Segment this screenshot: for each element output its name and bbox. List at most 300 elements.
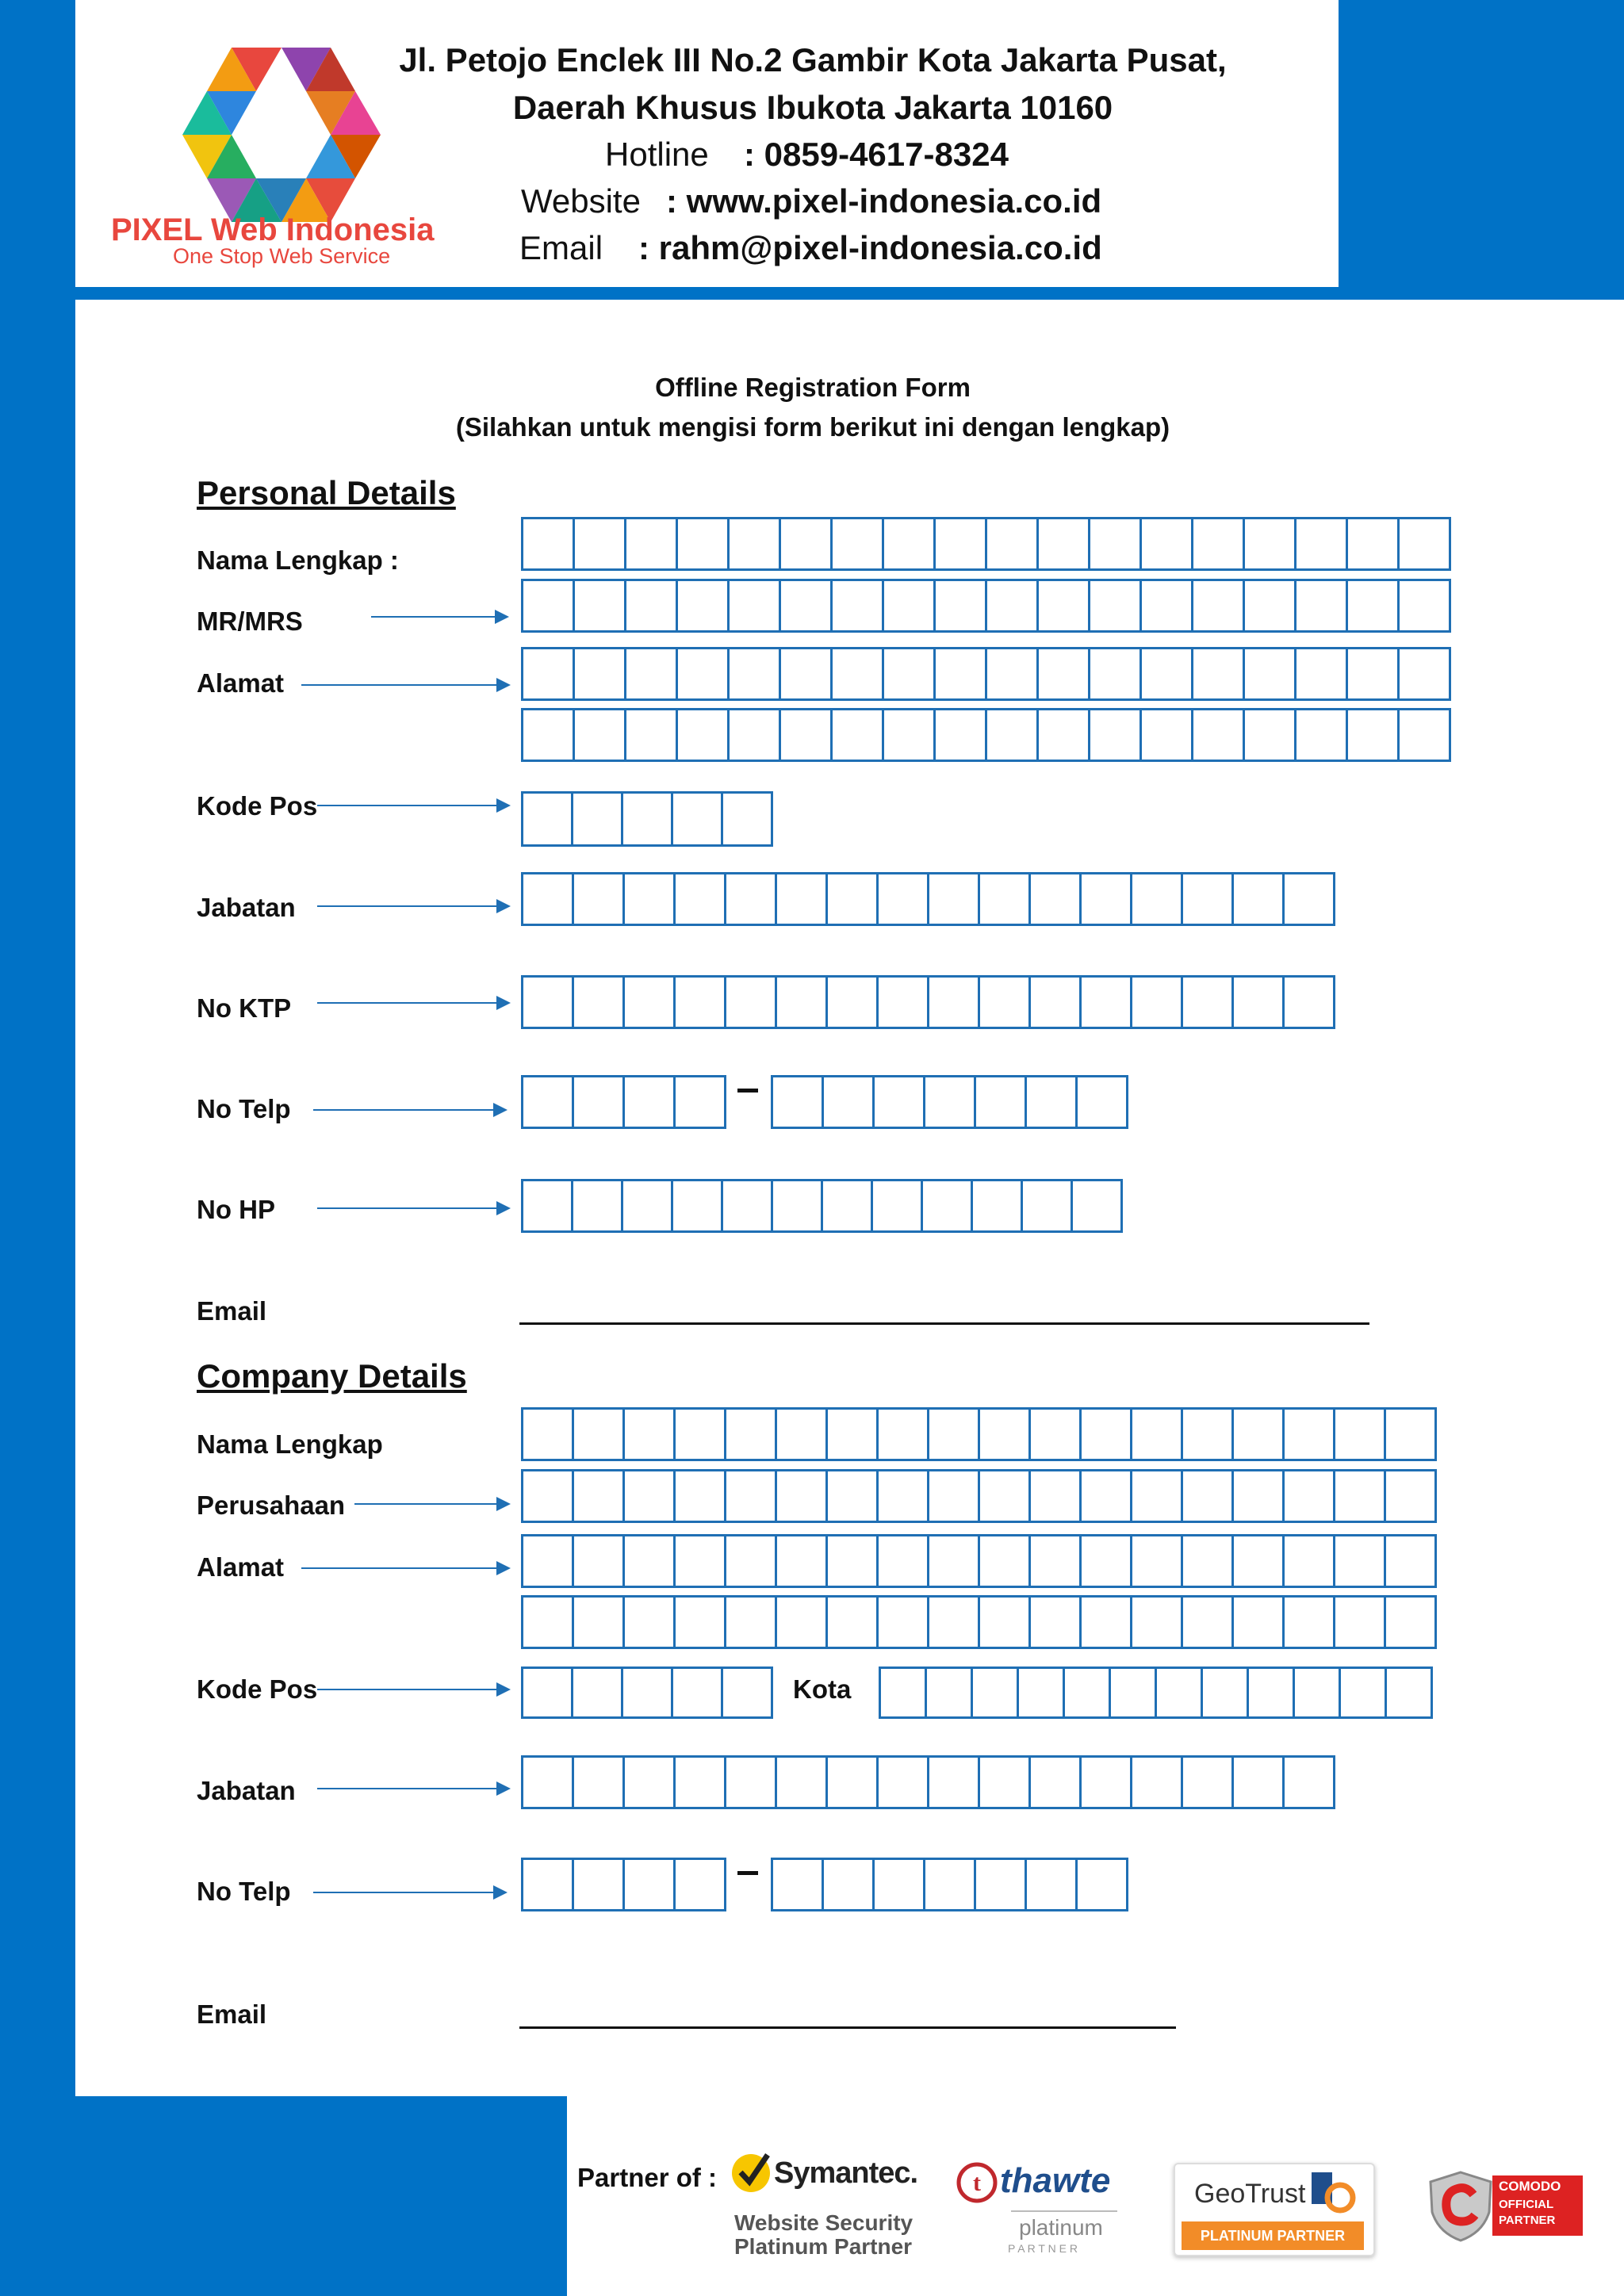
input-box[interactable] [775,975,828,1029]
input-box[interactable] [1282,1469,1335,1523]
input-box[interactable] [624,579,678,633]
input-box[interactable] [974,1858,1027,1911]
input-box[interactable] [671,1667,723,1719]
input-box[interactable] [1181,872,1234,926]
input-box[interactable] [876,1407,929,1461]
input-box[interactable] [621,1179,673,1233]
input-box[interactable] [775,1469,828,1523]
frame-bottom-block [0,2096,567,2296]
geotrust-badge [1174,2163,1375,2256]
input-box[interactable] [1079,1407,1132,1461]
input-box[interactable] [573,647,626,701]
input-box[interactable] [1028,1534,1082,1588]
input-box[interactable] [872,1075,925,1129]
input-box[interactable] [673,1407,726,1461]
input-box[interactable] [882,708,936,762]
input-box[interactable] [721,791,773,847]
no-telp-number-boxes[interactable] [771,1075,1128,1129]
input-box[interactable] [978,872,1031,926]
input-box[interactable] [822,1858,875,1911]
input-box[interactable] [622,1407,676,1461]
input-box[interactable] [573,708,626,762]
input-box[interactable] [571,791,623,847]
input-box[interactable] [676,647,730,701]
company-jabatan-boxes[interactable] [521,1755,1335,1809]
input-box[interactable] [923,1075,976,1129]
input-box[interactable] [1130,872,1183,926]
input-box[interactable] [622,1534,676,1588]
input-box[interactable] [727,647,781,701]
input-box[interactable] [1181,1595,1234,1649]
input-box[interactable] [830,517,884,571]
input-box[interactable] [1088,708,1142,762]
input-box[interactable] [1294,708,1348,762]
input-box[interactable] [876,1755,929,1809]
input-box[interactable] [1139,579,1193,633]
input-box[interactable] [825,975,879,1029]
input-box[interactable] [673,1755,726,1809]
input-box[interactable] [622,872,676,926]
input-box[interactable] [1247,1667,1295,1719]
input-box[interactable] [721,1179,773,1233]
input-box[interactable] [1079,1755,1132,1809]
input-box[interactable] [572,872,625,926]
symantec-check-icon [730,2150,772,2195]
input-box[interactable] [1036,579,1090,633]
alamat-boxes-row-2[interactable] [521,708,1451,762]
input-box[interactable] [673,1595,726,1649]
input-box[interactable] [1063,1667,1111,1719]
input-box[interactable] [921,1179,973,1233]
input-box[interactable] [927,975,980,1029]
input-box[interactable] [1028,1469,1082,1523]
input-box[interactable] [825,1407,879,1461]
label-no-ktp: No KTP [197,993,292,1023]
input-box[interactable] [1384,1469,1437,1523]
input-box[interactable] [1130,1469,1183,1523]
input-box[interactable] [1088,517,1142,571]
input-box[interactable] [971,1179,1023,1233]
input-box[interactable] [622,1595,676,1649]
input-box[interactable] [771,1179,823,1233]
input-box[interactable] [673,1075,726,1129]
input-box[interactable] [771,1075,824,1129]
input-box[interactable] [985,647,1039,701]
input-box[interactable] [876,975,929,1029]
input-box[interactable] [825,872,879,926]
input-box[interactable] [1130,1534,1183,1588]
input-box[interactable] [521,647,575,701]
symantec-name: Symantec. [774,2156,918,2190]
input-box[interactable] [971,1667,1019,1719]
input-box[interactable] [927,1407,980,1461]
input-box[interactable] [821,1179,873,1233]
input-box[interactable] [1130,1595,1183,1649]
input-box[interactable] [1333,1595,1386,1649]
input-box[interactable] [573,579,626,633]
input-box[interactable] [1346,647,1400,701]
input-box[interactable] [927,1534,980,1588]
geotrust-line: PLATINUM PARTNER [1182,2221,1364,2250]
input-box[interactable] [521,1075,574,1129]
input-box[interactable] [779,579,833,633]
input-box[interactable] [1021,1179,1073,1233]
input-box[interactable] [1075,1858,1128,1911]
input-box[interactable] [721,1667,773,1719]
input-box[interactable] [1130,1755,1183,1809]
input-box[interactable] [1385,1667,1433,1719]
input-box[interactable] [1397,517,1451,571]
input-box[interactable] [1231,872,1285,926]
input-box[interactable] [572,1075,625,1129]
input-box[interactable] [882,517,936,571]
no-telp-dash [737,1089,758,1093]
input-box[interactable] [1088,647,1142,701]
input-box[interactable] [1130,1407,1183,1461]
email-line[interactable] [519,1322,1369,1325]
input-box[interactable] [1139,708,1193,762]
input-box[interactable] [673,1469,726,1523]
input-box[interactable] [1017,1667,1065,1719]
input-box[interactable] [622,1469,676,1523]
input-box[interactable] [1088,579,1142,633]
input-box[interactable] [871,1179,923,1233]
input-box[interactable] [933,708,987,762]
input-box[interactable] [882,579,936,633]
input-box[interactable] [1036,517,1090,571]
input-box[interactable] [521,1179,573,1233]
nama-lengkap-boxes[interactable] [521,517,1451,571]
input-box[interactable] [927,872,980,926]
company-nama-lengkap-boxes[interactable] [521,1407,1437,1461]
input-box[interactable] [830,708,884,762]
input-box[interactable] [779,517,833,571]
input-box[interactable] [1079,1469,1132,1523]
input-box[interactable] [927,1469,980,1523]
input-box[interactable] [1243,579,1297,633]
label-no-hp: No HP [197,1195,275,1224]
input-box[interactable] [622,975,676,1029]
input-box[interactable] [978,1534,1031,1588]
input-box[interactable] [1079,1595,1132,1649]
input-box[interactable] [1282,975,1335,1029]
input-box[interactable] [1282,1534,1335,1588]
input-box[interactable] [985,579,1039,633]
input-box[interactable] [933,579,987,633]
input-box[interactable] [521,1407,574,1461]
thawte-t-icon [956,2161,998,2204]
kota-boxes[interactable] [879,1667,1433,1719]
input-box[interactable] [879,1667,927,1719]
input-box[interactable] [571,1667,623,1719]
input-box[interactable] [1079,872,1132,926]
input-box[interactable] [1231,975,1285,1029]
input-box[interactable] [521,1858,574,1911]
thawte-name: thawte [1000,2161,1111,2200]
company-kode-pos-boxes[interactable] [521,1667,773,1719]
input-box[interactable] [573,517,626,571]
label-company-jabatan: Jabatan [197,1776,296,1805]
input-box[interactable] [1191,517,1245,571]
input-box[interactable] [727,579,781,633]
no-telp-area-boxes[interactable] [521,1075,726,1129]
input-box[interactable] [882,647,936,701]
input-box[interactable] [1079,975,1132,1029]
input-box[interactable] [1130,975,1183,1029]
personal-details-heading: Personal Details [197,474,456,511]
kode-pos-boxes[interactable] [521,791,773,847]
input-box[interactable] [1282,1407,1335,1461]
input-box[interactable] [724,1534,777,1588]
input-box[interactable] [673,1858,726,1911]
input-box[interactable] [676,708,730,762]
frame-header-divider [75,287,1624,300]
input-box[interactable] [624,647,678,701]
input-box[interactable] [1231,1407,1285,1461]
input-box[interactable] [724,1407,777,1461]
alamat-boxes-row-1[interactable] [521,647,1451,701]
input-box[interactable] [1243,708,1297,762]
input-box[interactable] [1181,975,1234,1029]
input-box[interactable] [673,975,726,1029]
input-box[interactable] [1346,708,1400,762]
arrow-company-no-telp [313,1892,506,1893]
input-box[interactable] [1294,517,1348,571]
input-box[interactable] [1282,1595,1335,1649]
input-box[interactable] [673,1534,726,1588]
input-box[interactable] [1028,872,1082,926]
input-box[interactable] [830,579,884,633]
comodo-name: COMODO [1499,2179,1561,2194]
jabatan-boxes[interactable] [521,872,1335,926]
input-box[interactable] [1025,1858,1078,1911]
input-box[interactable] [1191,647,1245,701]
input-box[interactable] [622,1858,676,1911]
arrow-jabatan [317,905,509,907]
company-alamat-boxes-row-1[interactable] [521,1534,1437,1588]
company-no-telp-area-boxes[interactable] [521,1858,726,1911]
input-box[interactable] [775,1595,828,1649]
input-box[interactable] [978,1407,1031,1461]
label-company-nama-lengkap: Nama Lengkap [197,1429,383,1459]
input-box[interactable] [671,791,723,847]
input-box[interactable] [925,1667,973,1719]
input-box[interactable] [521,579,575,633]
input-box[interactable] [1036,647,1090,701]
input-box[interactable] [775,872,828,926]
input-box[interactable] [822,1075,875,1129]
input-box[interactable] [876,1469,929,1523]
input-box[interactable] [1294,647,1348,701]
input-box[interactable] [572,1407,625,1461]
input-box[interactable] [1333,1534,1386,1588]
input-box[interactable] [676,517,730,571]
input-box[interactable] [572,1534,625,1588]
input-box[interactable] [1243,517,1297,571]
input-box[interactable] [1025,1075,1078,1129]
company-no-telp-number-boxes[interactable] [771,1858,1128,1911]
symantec-badge [730,2150,920,2269]
no-hp-boxes[interactable] [521,1179,1123,1233]
input-box[interactable] [521,791,573,847]
input-box[interactable] [521,975,574,1029]
input-box[interactable] [1139,647,1193,701]
input-box[interactable] [1109,1667,1157,1719]
input-box[interactable] [1181,1755,1234,1809]
input-box[interactable] [572,1858,625,1911]
input-box[interactable] [671,1179,723,1233]
perusahaan-boxes[interactable] [521,1469,1437,1523]
input-box[interactable] [825,1469,879,1523]
form-title: Offline Registration Form [655,373,971,402]
input-box[interactable] [775,1534,828,1588]
input-box[interactable] [872,1858,925,1911]
input-box[interactable] [876,1595,929,1649]
input-box[interactable] [724,1755,777,1809]
input-box[interactable] [978,1755,1031,1809]
label-perusahaan: Perusahaan [197,1490,346,1520]
input-box[interactable] [1155,1667,1203,1719]
input-box[interactable] [1384,1595,1437,1649]
input-box[interactable] [1231,1534,1285,1588]
input-box[interactable] [1243,647,1297,701]
input-box[interactable] [1191,708,1245,762]
input-box[interactable] [1333,1469,1386,1523]
input-box[interactable] [775,1755,828,1809]
input-box[interactable] [571,1179,623,1233]
input-box[interactable] [621,1667,673,1719]
input-box[interactable] [1333,1407,1386,1461]
input-box[interactable] [923,1858,976,1911]
input-box[interactable] [1231,1595,1285,1649]
input-box[interactable] [1397,708,1451,762]
input-box[interactable] [779,647,833,701]
input-box[interactable] [1384,1407,1437,1461]
input-box[interactable] [933,517,987,571]
input-box[interactable] [1028,975,1082,1029]
input-box[interactable] [978,1469,1031,1523]
input-box[interactable] [1181,1534,1234,1588]
input-box[interactable] [771,1858,824,1911]
input-box[interactable] [521,517,575,571]
arrow-no-hp [317,1207,509,1209]
input-box[interactable] [1384,1534,1437,1588]
arrow-company-kode-pos [317,1689,509,1690]
input-box[interactable] [1075,1075,1128,1129]
label-mr-mrs: MR/MRS [197,607,303,636]
input-box[interactable] [825,1755,879,1809]
input-box[interactable] [1282,872,1335,926]
arrow-no-telp [313,1109,506,1111]
arrow-company-alamat [301,1567,509,1569]
input-box[interactable] [676,579,730,633]
input-box[interactable] [572,975,625,1029]
mr-mrs-boxes[interactable] [521,579,1451,633]
input-box[interactable] [572,1469,625,1523]
input-box[interactable] [1294,579,1348,633]
input-box[interactable] [1071,1179,1123,1233]
input-box[interactable] [1181,1407,1234,1461]
address-line-1: Jl. Petojo Enclek III No.2 Gambir Kota Jakarta Pusat, [399,41,1227,78]
input-box[interactable] [724,1469,777,1523]
input-box[interactable] [727,517,781,571]
input-box[interactable] [521,1755,574,1809]
input-box[interactable] [622,1755,676,1809]
input-box[interactable] [1028,1595,1082,1649]
input-box[interactable] [724,975,777,1029]
input-box[interactable] [876,872,929,926]
input-box[interactable] [727,708,781,762]
input-box[interactable] [927,1595,980,1649]
input-box[interactable] [1139,517,1193,571]
input-box[interactable] [1346,579,1400,633]
input-box[interactable] [724,1595,777,1649]
input-box[interactable] [624,517,678,571]
input-box[interactable] [572,1755,625,1809]
input-box[interactable] [1293,1667,1341,1719]
input-box[interactable] [1397,647,1451,701]
input-box[interactable] [521,1595,574,1649]
input-box[interactable] [1191,579,1245,633]
input-box[interactable] [1231,1755,1285,1809]
input-box[interactable] [978,975,1031,1029]
comodo-line-1: OFFICIAL [1499,2198,1554,2211]
input-box[interactable] [933,647,987,701]
input-box[interactable] [1282,1755,1335,1809]
input-box[interactable] [1231,1469,1285,1523]
no-ktp-boxes[interactable] [521,975,1335,1029]
company-email-line[interactable] [519,2026,1176,2029]
input-box[interactable] [830,647,884,701]
input-box[interactable] [779,708,833,762]
input-box[interactable] [521,708,575,762]
comodo-line-2: PARTNER [1499,2214,1556,2227]
input-box[interactable] [521,872,574,926]
input-box[interactable] [927,1755,980,1809]
input-box[interactable] [1028,1755,1082,1809]
input-box[interactable] [775,1407,828,1461]
input-box[interactable] [1397,579,1451,633]
input-box[interactable] [521,1534,574,1588]
input-box[interactable] [572,1595,625,1649]
input-box[interactable] [825,1595,879,1649]
input-box[interactable] [1181,1469,1234,1523]
input-box[interactable] [521,1667,573,1719]
company-no-telp-dash [737,1871,758,1875]
input-box[interactable] [985,517,1039,571]
input-box[interactable] [825,1534,879,1588]
input-box[interactable] [1079,1534,1132,1588]
input-box[interactable] [1036,708,1090,762]
thawte-divider [1011,2210,1117,2212]
svg-text:t: t [973,2170,981,2196]
input-box[interactable] [985,708,1039,762]
input-box[interactable] [1346,517,1400,571]
input-box[interactable] [521,1469,574,1523]
input-box[interactable] [978,1595,1031,1649]
input-box[interactable] [876,1534,929,1588]
input-box[interactable] [1201,1667,1249,1719]
input-box[interactable] [624,708,678,762]
input-box[interactable] [974,1075,1027,1129]
company-alamat-boxes-row-2[interactable] [521,1595,1437,1649]
input-box[interactable] [673,872,726,926]
input-box[interactable] [724,872,777,926]
input-box[interactable] [622,1075,676,1129]
input-box[interactable] [1339,1667,1387,1719]
input-box[interactable] [1028,1407,1082,1461]
input-box[interactable] [621,791,673,847]
